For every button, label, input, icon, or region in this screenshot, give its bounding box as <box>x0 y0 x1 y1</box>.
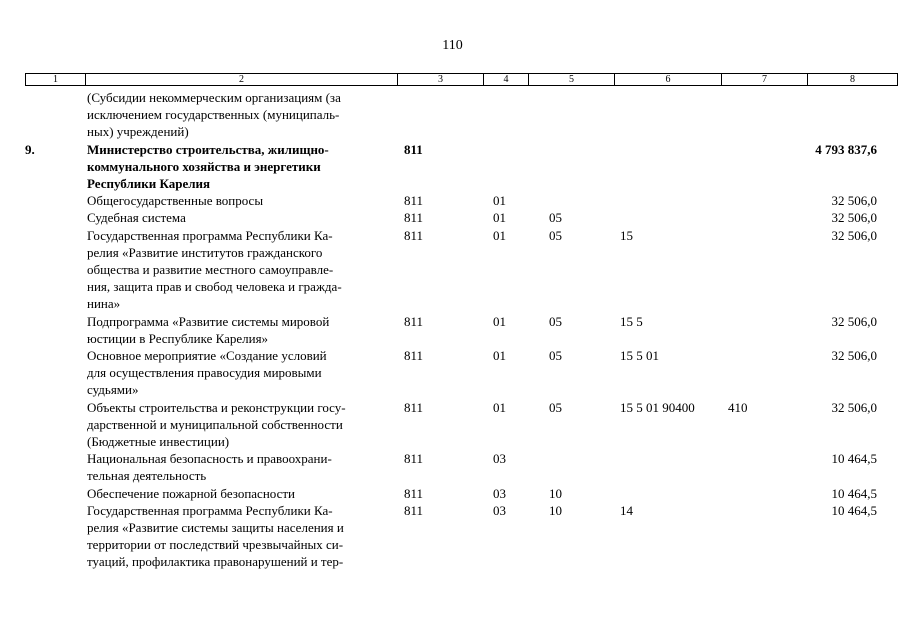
row-subsection-code: 05 <box>549 348 562 364</box>
column-number-7: 7 <box>722 74 808 86</box>
column-number-6: 6 <box>615 74 722 86</box>
row-section-code: 01 <box>493 227 506 243</box>
row-ministry-code: 811 <box>404 485 424 501</box>
row-number <box>25 192 87 209</box>
row-ministry-code: 811 <box>404 227 424 243</box>
row-amount: 32 506,0 <box>831 227 877 243</box>
row-ministry-code: 811 <box>404 399 424 415</box>
row-expense-type <box>723 89 809 141</box>
column-number-4: 4 <box>484 74 529 86</box>
row-target-article <box>616 485 723 502</box>
row-expense-type <box>723 209 809 226</box>
row-subsection-code: 05 <box>549 313 562 329</box>
row-number <box>25 227 87 313</box>
row-target-article <box>616 192 723 209</box>
row-subsection-code <box>530 450 616 484</box>
row-subsection-code: 05 <box>549 399 562 415</box>
row-target-article: 15 5 <box>620 313 643 329</box>
row-number <box>25 485 87 502</box>
row-number <box>25 209 87 226</box>
row-name: Общегосударственные вопросы <box>87 193 264 209</box>
row-number <box>25 313 87 347</box>
row-section-code <box>485 89 530 141</box>
row-target-article: 15 5 01 90400 <box>620 399 695 415</box>
row-amount: 4 793 837,6 <box>815 141 877 157</box>
row-subsection-code: 10 <box>549 502 562 518</box>
row-number <box>25 450 87 484</box>
row-amount <box>809 89 880 141</box>
column-number-header <box>25 73 898 86</box>
row-number: 9. <box>25 141 35 157</box>
row-amount: 10 464,5 <box>831 502 877 518</box>
table-row <box>25 227 880 313</box>
table-row <box>25 141 880 193</box>
row-section-code: 01 <box>493 210 506 226</box>
row-name: Судебная система <box>87 210 186 226</box>
row-amount: 10 464,5 <box>831 451 877 467</box>
page-number: 110 <box>442 38 463 53</box>
row-target-article: 15 <box>620 227 633 243</box>
row-name: Министерство строительства, жилищно- коммунального хозяйства и энергетики Республики Карелия <box>87 141 329 192</box>
table-row <box>25 502 880 571</box>
row-amount: 32 506,0 <box>831 193 877 209</box>
column-number-2: 2 <box>86 74 398 86</box>
row-number <box>25 399 87 451</box>
row-target-article: 14 <box>620 502 633 518</box>
row-section-code: 03 <box>493 485 506 501</box>
table-row <box>25 209 880 226</box>
row-name: Национальная безопасность и правоохрани- тельная деятельность <box>87 451 332 484</box>
row-ministry-code: 811 <box>404 502 424 518</box>
row-name: Государственная программа Республики Ка- релия «Развитие институтов гражданского общества и развитие местного самоуправле- ния, защита прав и свобод человека и гражда- нина» <box>87 227 342 312</box>
table-row <box>25 192 880 209</box>
row-subsection-code <box>530 141 616 193</box>
table-row <box>25 313 880 347</box>
row-target-article: 15 5 01 <box>620 348 659 364</box>
row-section-code: 01 <box>493 348 506 364</box>
row-name: Обеспечение пожарной безопасности <box>87 485 296 501</box>
row-number <box>25 347 87 399</box>
row-ministry-code: 811 <box>404 210 424 226</box>
row-amount: 32 506,0 <box>831 348 877 364</box>
row-section-code: 03 <box>493 451 506 467</box>
table-row <box>25 485 880 502</box>
row-target-article <box>616 141 723 193</box>
row-expense-type <box>723 141 809 193</box>
table-row <box>25 347 880 399</box>
row-section-code: 01 <box>493 193 506 209</box>
row-subsection-code <box>530 192 616 209</box>
row-section-code: 01 <box>493 399 506 415</box>
table-row <box>25 399 880 451</box>
row-ministry-code: 811 <box>404 348 424 364</box>
row-target-article <box>616 450 723 484</box>
row-subsection-code <box>530 89 616 141</box>
row-ministry-code: 811 <box>404 451 424 467</box>
row-amount: 10 464,5 <box>831 485 877 501</box>
row-name: Основное мероприятие «Создание условий для осуществления правосудия мировыми судьями» <box>87 348 327 398</box>
column-number-1: 1 <box>26 74 86 86</box>
column-number-5: 5 <box>529 74 615 86</box>
row-expense-type <box>723 313 809 347</box>
row-target-article <box>616 209 723 226</box>
row-section-code: 03 <box>493 502 506 518</box>
row-name: Подпрограмма «Развитие системы мировой юстиции в Республике Карелия» <box>87 313 330 346</box>
budget-table <box>25 89 880 571</box>
column-number-8: 8 <box>808 74 898 86</box>
row-number <box>25 89 87 141</box>
row-ministry-code <box>399 89 485 141</box>
row-subsection-code: 05 <box>549 210 562 226</box>
row-expense-type <box>723 450 809 484</box>
row-subsection-code: 10 <box>549 485 562 501</box>
row-expense-type <box>723 502 809 571</box>
row-amount: 32 506,0 <box>831 210 877 226</box>
row-ministry-code: 811 <box>404 141 423 157</box>
row-expense-type: 410 <box>728 399 748 415</box>
row-target-article <box>616 89 723 141</box>
row-amount: 32 506,0 <box>831 313 877 329</box>
table-row <box>25 89 880 141</box>
row-number <box>25 502 87 571</box>
column-number-3: 3 <box>398 74 484 86</box>
row-name: Государственная программа Республики Ка- релия «Развитие системы защиты населения и территории от последствий чрезвычайных си- туаций, профилактика правонарушений и тер- <box>87 502 344 570</box>
row-section-code: 01 <box>493 313 506 329</box>
table-row <box>25 450 880 484</box>
row-name: (Субсидии некоммерческим организациям (за исключением государственных (муниципаль- ных) учреждений) <box>87 90 341 140</box>
row-name: Объекты строительства и реконструкции госу- дарственной и муниципальной собственности (Бюджетные инвестиции) <box>87 399 346 450</box>
row-expense-type <box>723 227 809 313</box>
row-amount: 32 506,0 <box>831 399 877 415</box>
row-expense-type <box>723 192 809 209</box>
row-subsection-code: 05 <box>549 227 562 243</box>
row-expense-type <box>723 485 809 502</box>
row-ministry-code: 811 <box>404 193 424 209</box>
row-ministry-code: 811 <box>404 313 424 329</box>
row-section-code <box>485 141 530 193</box>
row-expense-type <box>723 347 809 399</box>
